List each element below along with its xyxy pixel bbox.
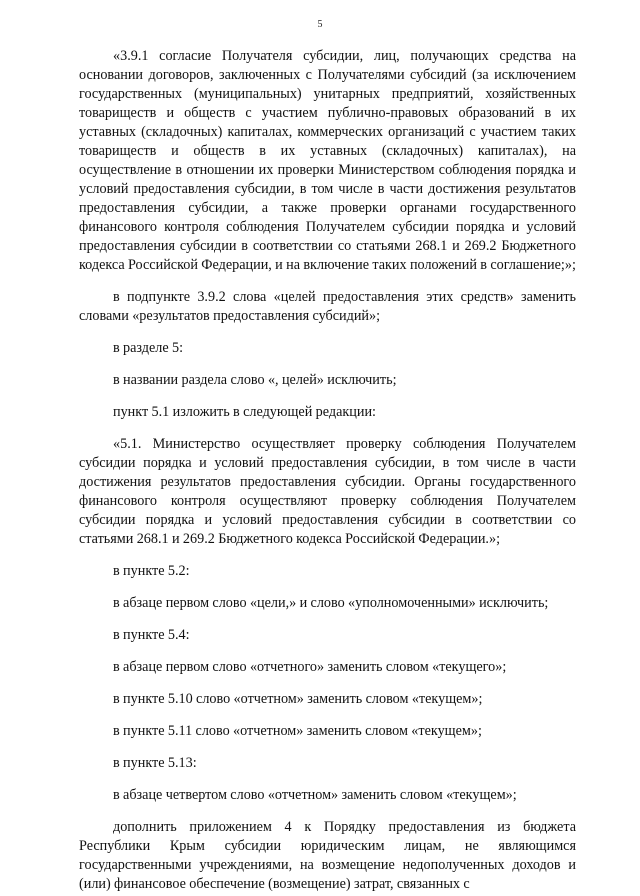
paragraph-5-4-edit: в абзаце первом слово «отчетного» заменить словом «текущего»; — [113, 659, 507, 675]
paragraph-section-title: в названии раздела слово «, целей» исключить; — [113, 372, 397, 388]
paragraph-5-13-edit: в абзаце четвертом слово «отчетном» заменить словом «текущем»; — [113, 787, 517, 803]
paragraph-5-1-text: «5.1. Министерство осуществляет проверку соблюдения Получателем субсидии порядка и условий предоставления субсидии, в том числе в части достижения результатов предоставления субсидии. Органы государственного финансового контроля осуществляют проверку соблюдения Получателем субсидии порядка и условий предоставления субсидии в соответствии со статьями 268.1 и 269.2 Бюджетного кодекса Российской Федерации.»; — [79, 436, 576, 547]
paragraph-5-10: в пункте 5.10 слово «отчетном» заменить словом «текущем»; — [113, 691, 483, 707]
document-body — [79, 47, 576, 894]
paragraph-3-9-2: в подпункте 3.9.2 слова «целей предоставления этих средств» заменить словами «результатов предоставления субсидий»; — [79, 289, 576, 324]
paragraph-5-1-intro: пункт 5.1 изложить в следующей редакции: — [113, 404, 376, 420]
paragraph-section-5: в разделе 5: — [113, 340, 184, 356]
paragraph-5-13: в пункте 5.13: — [113, 755, 197, 771]
paragraph-5-11: в пункте 5.11 слово «отчетном» заменить словом «текущем»; — [113, 723, 482, 739]
paragraph-5-2-edit: в абзаце первом слово «цели,» и слово «уполномоченными» исключить; — [113, 595, 549, 611]
paragraph-5-2: в пункте 5.2: — [113, 563, 190, 579]
paragraph-appendix-4: дополнить приложением 4 к Порядку предоставления из бюджета Республики Крым субсидии юридическим лицам, не являющимся государственными учреждениями, на возмещение недополученных доходов и (или) финансовое обеспечение (возмещение) затрат, связанных с — [79, 819, 576, 892]
paragraph-3-9-1: «3.9.1 согласие Получателя субсидии, лиц, получающих средства на основании договоров, заключенных с Получателями субсидий (за исключением государственных (муниципальных) унитарных предприятий, хозяйственных товариществ и обществ с участием публично-правовых образований в их уставных (складочных) капиталах, коммерческих организаций с участием таких товариществ и обществ в их уставных (складочных) капиталах), на осуществление в отношении их проверки Министерством соблюдения порядка и условий предоставления субсидии, в том числе в части достижения результатов предоставления субсидии, а также проверки органами государственного финансового контроля соблюдения Получателем субсидии порядка и условий предоставления субсидии в соответствии со статьями 268.1 и 269.2 Бюджетного кодекса Российской Федерации, и на включение таких положений в соглашение;»; — [79, 48, 576, 273]
page-number: 5 — [317, 19, 323, 30]
paragraph-5-4: в пункте 5.4: — [113, 627, 190, 643]
